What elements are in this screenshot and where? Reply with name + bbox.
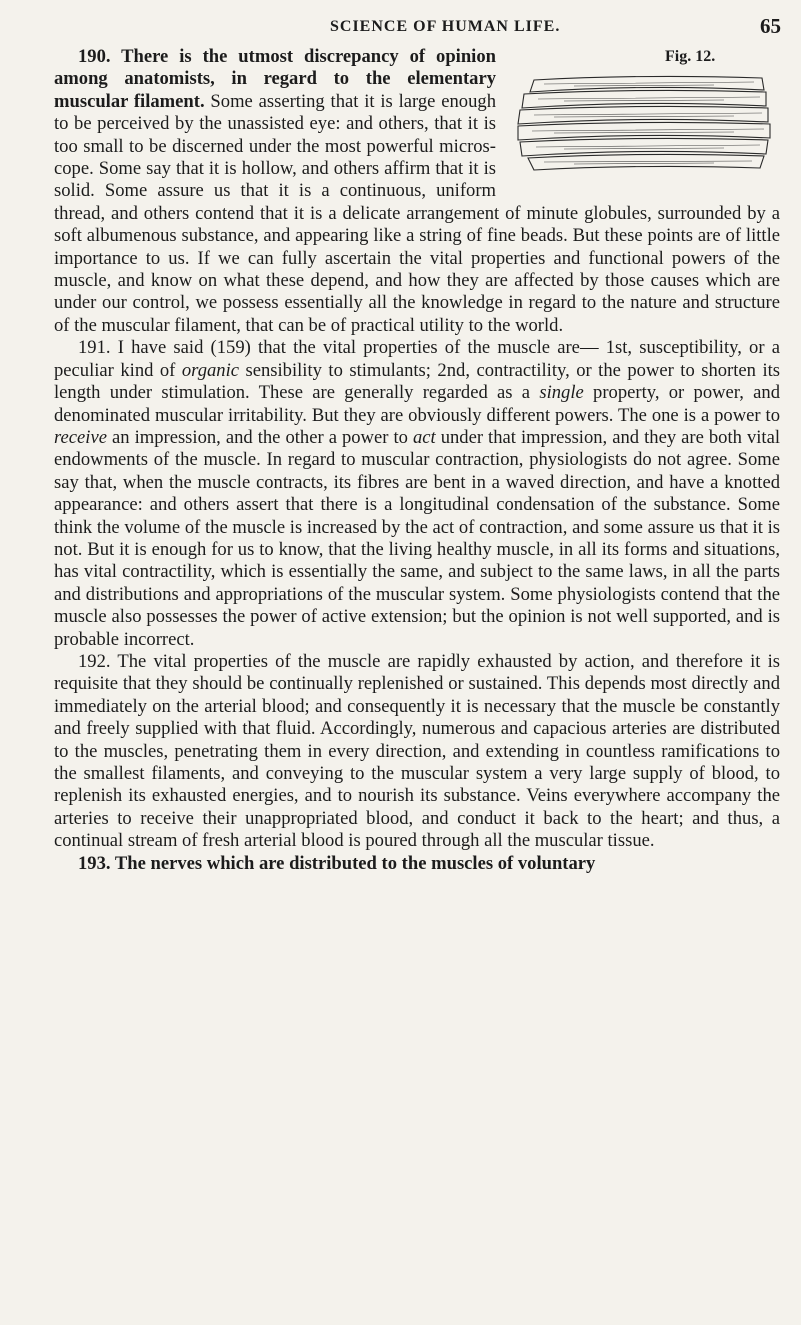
emphasis-organic: organic	[181, 359, 240, 381]
figure-caption: Fig. 12.	[665, 48, 716, 65]
paragraph-190-text: Some asserting that it is large enough to be perceived by the unassisted eye: and others, that it is too small to be discerned under the most powerful microscope. Some say that it is hollow, and others affirm that it is solid. Some assure us that it is a continuous, uniform thread, and others contend that it is a delicate arrangement of minute globules, surrounded by a soft albumenous substance, and appearing like a string of fine beads. But these points are of little importance to us. If we can fully ascertain the vital properties and functional powers of the muscle, and know on what these depend, and how they are affected by those causes which are under our control, we possess essentially all the knowledge in regard to the nature and structure of the muscular filament, that can be of practical utility to the world.	[54, 90, 780, 336]
emphasis-act: act	[412, 426, 436, 448]
paragraph-191-text-1: 191. I have said (159) that the vital properties of the muscle are— 1st, susceptibility, or a peculiar kind of	[54, 337, 780, 381]
body-text	[54, 46, 780, 875]
paragraph-191-text-4: an impression, and the other a power to	[106, 426, 413, 448]
paragraph-190-lead: 190. There is the utmost discrepancy of opinion among anatomists, in regard to the elementary muscular filament.	[54, 46, 496, 112]
emphasis-receive: receive	[54, 426, 107, 448]
muscle-fibre-illustration	[514, 72, 776, 176]
paragraph-191	[54, 337, 780, 651]
emphasis-single: single	[539, 382, 584, 404]
figure-12	[506, 46, 780, 182]
paragraph-192: 192. The vital properties of the muscle are rapidly exhausted by action, and therefore it is requisite that they should be continually replenished or sustained. This depends most directly and immediately on the arterial blood; and consequently it is necessary that the muscle be constantly and freely supplied with that fluid. Accordingly, numerous and capacious arteries are distributed to the muscles, penetrating them in every direction, and extending in countless ramifications to the smallest filaments, and conveying to the muscular system a very large supply of blood, to replenish its exhausted energies, and to nourish its substance. Veins everywhere accompany the arteries to receive their unappropriated blood, and conduct it back to the heart; and thus, a continual stream of fresh arterial blood is poured through all the muscular tissue.	[54, 650, 780, 852]
paragraph-191-text-3: property, or power, and denominated muscular irritability. But they are obviously different powers. The one is a power to	[54, 382, 781, 426]
paragraph-191-text-5: under that impression, and they are both vital endowments of the muscle. In regard to muscular contraction, physiologists do not agree. Some say that, when the muscle contracts, its fibres are bent in a waved direction, and have a knotted appearance: and others assert that there is a longitudinal condensation of the substance. Some think the volume of the muscle is increased by the act of contraction, and some assure us that it is not. But it is enough for us to know, that the living healthy muscle, in all its forms and situations, has vital contractility, which is essentially the same, and subject to the same laws, in all the parts and distributions and appropriations of the muscular system. Some physiologists contend that the muscle also possesses the power of active extension; but the opinion is not well supported, and is probable incorrect.	[54, 426, 780, 650]
running-title: SCIENCE OF HUMAN LIFE.	[330, 18, 561, 35]
page-number: 65	[760, 14, 781, 38]
paragraph-193: 193. The nerves which are distributed to the muscles of voluntary	[78, 852, 596, 874]
paragraph-190	[54, 46, 780, 337]
paragraph-191-text-2: sensibility to stimulants; 2nd, contractility, or the power to shorten its length under stimulation. These are generally regarded as a	[54, 359, 781, 404]
